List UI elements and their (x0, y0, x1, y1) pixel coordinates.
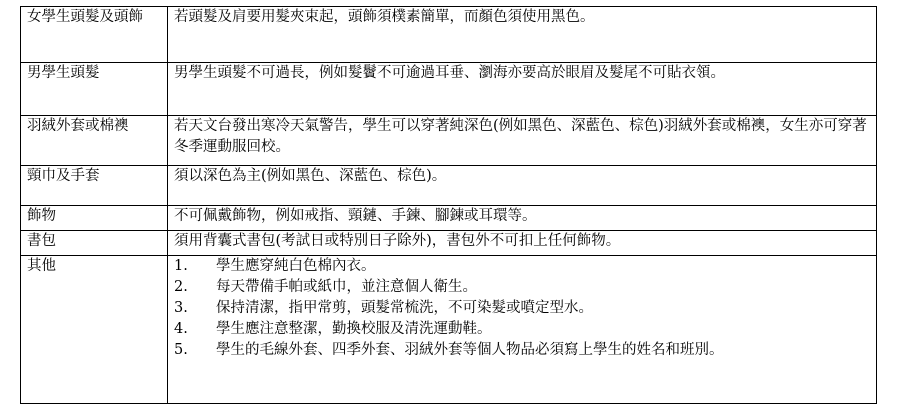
table-row (21, 116, 877, 166)
list-item (174, 298, 870, 319)
row-category: 飾物 (21, 206, 168, 231)
list-item (174, 256, 870, 277)
row-content: 男學生頭髮不可過長，例如髮鬢不可逾過耳垂、瀏海亦要高於眼眉及髮尾不可貼衣領。 (168, 63, 877, 116)
table-row (21, 63, 877, 116)
list-item-text: 學生應穿純白色棉內衣。 (216, 258, 376, 274)
list-item-number: 5. (174, 342, 188, 358)
row-content (168, 256, 877, 404)
table-row (21, 166, 877, 206)
list-item-number: 3. (174, 300, 188, 316)
row-category: 羽絨外套或棉襖 (21, 116, 168, 166)
list-item-text: 學生應注意整潔，勤換校服及清洗運動鞋。 (216, 321, 492, 337)
dress-code-table (20, 6, 877, 404)
table-row (21, 7, 877, 63)
table-row (21, 206, 877, 231)
row-category: 女學生頭髮及頭飾 (21, 7, 168, 63)
row-content: 須用背囊式書包(考試日或特別日子除外)，書包外不可扣上任何飾物。 (168, 231, 877, 256)
list-item-number: 2. (174, 279, 188, 295)
row-content: 若天文台發出寒冷天氣警告，學生可以穿著純深色(例如黑色、深藍色、棕色)羽絨外套或棉襖，女生亦可穿著冬季運動服回校。 (168, 116, 877, 166)
row-category: 書包 (21, 231, 168, 256)
list-item-number: 1. (174, 258, 188, 274)
row-content: 須以深色為主(例如黑色、深藍色、棕色)。 (168, 166, 877, 206)
list-item-text: 每天帶備手帕或紙巾，並注意個人衛生。 (216, 279, 477, 295)
list-item-number: 4. (174, 321, 188, 337)
table-row (21, 231, 877, 256)
row-content: 若頭髮及肩要用髮夾束起，頭飾須樸素簡單，而顏色須使用黑色。 (168, 7, 877, 63)
row-category: 其他 (21, 256, 168, 404)
row-content: 不可佩戴飾物，例如戒指、頸鏈、手鍊、腳鍊或耳環等。 (168, 206, 877, 231)
list-item (174, 319, 870, 340)
list-item-text: 學生的毛線外套、四季外套、羽絨外套等個人物品必須寫上學生的姓名和班別。 (216, 342, 724, 358)
row-category: 男學生頭髮 (21, 63, 168, 116)
list-item (174, 340, 870, 361)
row-category: 頸巾及手套 (21, 166, 168, 206)
table-row (21, 256, 877, 404)
list-item-text: 保持清潔，指甲常剪，頭髮常梳洗，不可染髮或噴定型水。 (216, 300, 593, 316)
others-list (174, 256, 870, 361)
list-item (174, 277, 870, 298)
